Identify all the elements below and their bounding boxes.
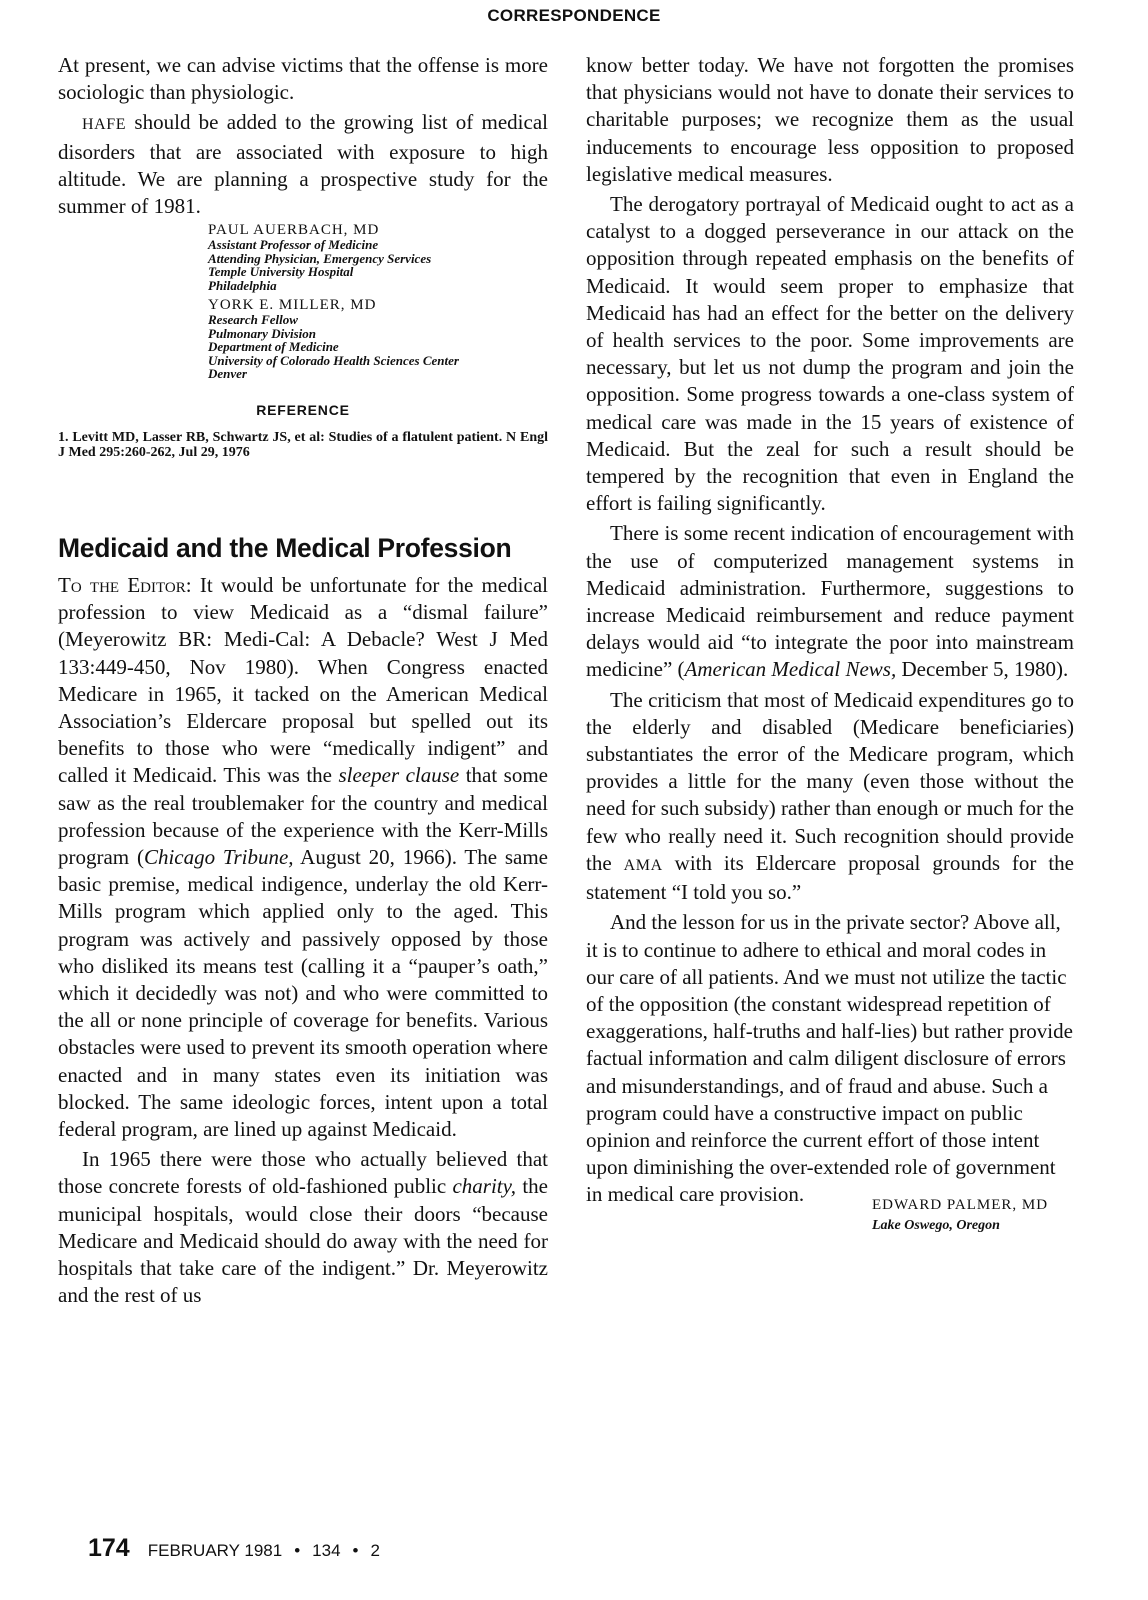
paragraph-text: The criticism that most of Medicaid expenditures go to the elderly and disabled (Medicare beneficiaries) substantiates the error of the Medicare program, which provides a little for the many (even those without the need for such subsidy) rather than enough or much for the few who really need it. Such recognition should provide the <box>586 687 1074 875</box>
abbreviation: HAFE <box>82 116 127 134</box>
volume-number: 134 <box>312 1541 341 1560</box>
author-affiliation: Philadelphia <box>208 277 277 293</box>
author-affiliation: Department of Medicine <box>208 339 339 355</box>
page-number: 174 <box>88 1534 130 1562</box>
author-affiliation: Pulmonary Division <box>208 325 316 341</box>
author-affiliation: Research Fellow <box>208 312 298 328</box>
italic-text: American Medical News, <box>684 657 897 682</box>
paragraph <box>586 520 1074 683</box>
paragraph-text: In 1965 there were those who actually believed that those concrete forests of old-fashioned public <box>58 1147 548 1199</box>
author-affiliation: Denver <box>208 366 247 382</box>
author-affiliation: Assistant Professor of Medicine <box>208 237 379 253</box>
author-name: EDWARD PALMER, MD <box>872 1196 1049 1213</box>
separator-dot: • <box>352 1541 359 1560</box>
author-signature-2 <box>208 298 548 381</box>
author-affiliation: Attending Physician, Emergency Services <box>208 250 432 266</box>
author-name: PAUL AUERBACH, MD <box>208 222 380 239</box>
paragraph-text: that some saw as the real troublemaker for the country and medical profession because of the experience with the Kerr-Mills program ( <box>58 763 548 869</box>
paragraph: At present, we can advise victims that the offense is more sociologic than physiologic. <box>58 53 548 105</box>
issue-number: 2 <box>370 1541 380 1560</box>
italic-text: charity, <box>452 1174 517 1199</box>
author-signature-1 <box>208 223 548 292</box>
author-signature-3 <box>872 1192 1074 1233</box>
paragraph-text: with its Eldercare proposal grounds for the statement “I told you so.” <box>586 850 1074 905</box>
separator-dot: • <box>294 1541 301 1560</box>
reference-item: 1. Levitt MD, Lasser RB, Schwartz JS, et al: Studies of a flatulent patient. N Engl J Med 295:260-262, Jul 29, 1976 <box>58 429 548 460</box>
paragraph: The derogatory portrayal of Medicaid ought to act as a catalyst to a dogged perseverance in our attack on the opposition through repeated emphasis on the benefits of Medicaid. It would seem proper to emphasize that Medicaid has had an effect for the better on the delivery of health services to the poor. Some improvements are necessary, but let us not dump the program and join the opposition. Some progress towards a one-class system of medical care was made in the 15 years of existence of Medicaid. But the zeal for such a result should be tempered by the recognition that even in England the effort is failing significantly. <box>586 192 1074 516</box>
right-column <box>586 52 1074 1232</box>
author-affiliation: University of Colorado Health Sciences Center <box>208 352 459 368</box>
author-name: YORK E. MILLER, MD <box>208 297 377 314</box>
paragraph: And the lesson for us in the private sector? Above all, it is to continue to adhere to ethical and moral codes in our care of all patients. And we must not utilize the tactic of the opposition (the constant widespread repetition of exaggerations, half-truths and half-lies) but rather provide factual information and calm diligent disclosure of errors and misunderstandings, and of fraud and abuse. Such a program could have a constructive impact on public opinion and reinforce the current effort of those intent upon diminishing the over-extended role of government in medical care provision. <box>586 910 1073 1207</box>
issue-date: FEBRUARY 1981 <box>147 1541 283 1560</box>
paragraph-text: December 5, 1980). <box>896 657 1069 682</box>
abbreviation: AMA <box>623 856 663 874</box>
paragraph: know better today. We have not forgotten the promises that physicians would not have to donate their services to charitable purposes; we recognize them as the usual inducements to encourage less opposition to proposed legislative medical measures. <box>586 53 1074 186</box>
paragraph <box>58 109 548 220</box>
paragraph <box>58 1146 548 1309</box>
salutation: To the Editor: <box>58 572 192 597</box>
paragraph-text: the municipal hospitals, would close their doors “because Medicare and Medicaid should do away with the need for hospitals that take care of the indigent.” Dr. Meyerowitz and the rest of us <box>58 1174 548 1308</box>
paragraph-text: August 20, 1966). The same basic premise, medical indigence, underlay the old Kerr-Mills program which applied only to the aged. This program was actively and passively opposed by those who disliked its means test (calling it a “pauper’s oath,” which it decidedly was not) and who were committed to the all or none principle of coverage for benefits. Various obstacles were used to prevent its smooth operation where enacted and in many states even its initiation was blocked. The same ideologic forces, intent upon a total federal program, are lined up against Medicaid. <box>58 844 548 1141</box>
italic-text: Chicago Tribune, <box>143 844 294 869</box>
paragraph-text: It would be unfortunate for the medical profession to view Medicaid as a “dismal failure” (Meyerowitz BR: Medi-Cal: A Debacle? West J Med 133:449-450, Nov 1980). When Congress enacted Medicare in 1965, it tacked on the American Medical Association’s Eldercare proposal but spelled out its benefits to those who were “medically indigent” and called it Medicaid. This was the <box>58 572 548 788</box>
paragraph-text: should be added to the growing list of medical disorders that are associated with exposure to high altitude. We are planning a prospective study for the summer of 1981. <box>58 110 548 219</box>
author-affiliation: Lake Oswego, Oregon <box>872 1217 1000 1233</box>
paragraph <box>586 687 1074 907</box>
author-affiliation: Temple University Hospital <box>208 264 354 280</box>
paragraph-text: There is some recent indication of encouragement with the use of computerized management systems in Medicaid administration. Furthermore, suggestions to increase Medicaid reimbursement and reduce payment delays would aid “to integrate the poor into mainstream medicine” ( <box>586 521 1074 682</box>
left-column <box>58 52 548 1309</box>
reference-heading: REFERENCE <box>256 401 350 418</box>
paragraph <box>58 572 548 1143</box>
running-head: CORRESPONDENCE <box>487 6 661 25</box>
page-footer <box>88 1534 380 1563</box>
italic-text: sleeper clause <box>338 763 460 788</box>
article-title: Medicaid and the Medical Profession <box>58 532 512 563</box>
